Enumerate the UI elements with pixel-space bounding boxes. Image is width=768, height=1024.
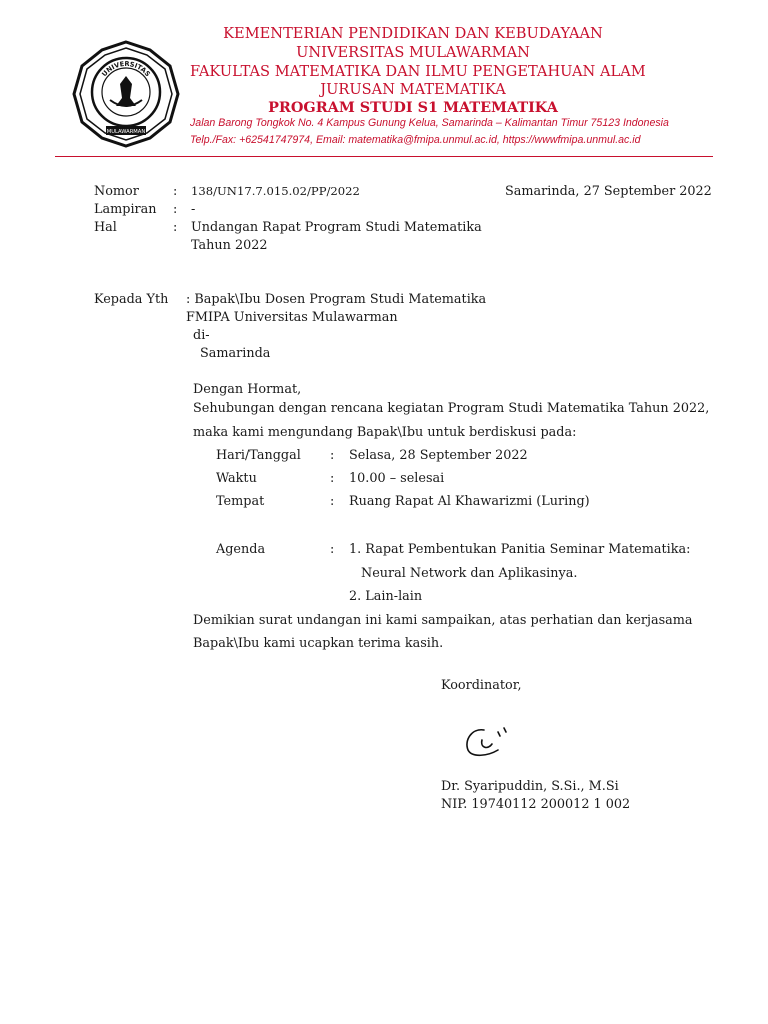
recipient-line1: : Bapak\Ibu Dosen Program Studi Matematika [186, 292, 487, 307]
nomor-colon: : [173, 184, 178, 199]
place-colon: : [330, 494, 335, 509]
day-colon: : [330, 448, 335, 463]
day-value: Selasa, 28 September 2022 [349, 448, 528, 463]
closing-line2: Bapak\Ibu kami ucapkan terima kasih. [193, 636, 444, 651]
header-university: UNIVERSITAS MULAWARMAN [296, 44, 530, 61]
logo-text-top: UNIVERSITAS [100, 59, 152, 79]
time-value: 10.00 – selesai [349, 471, 445, 486]
agenda-item-1-detail: Neural Network dan Aplikasinya. [361, 566, 578, 581]
recipient-label: Kepada Yth [94, 292, 169, 307]
nomor-value: 138/UN17.7.015.02/PP/2022 [191, 184, 360, 198]
agenda-label: Agenda [216, 542, 266, 557]
university-logo [70, 38, 182, 150]
hal-line1: Undangan Rapat Program Studi Matematika [191, 220, 482, 235]
hal-colon: : [173, 220, 178, 235]
agenda-item-2: 2. Lain-lain [349, 589, 423, 604]
header-program: PROGRAM STUDI S1 MATEMATIKA [268, 99, 558, 116]
agenda-colon: : [330, 542, 335, 557]
recipient-line2: FMIPA Universitas Mulawarman [186, 310, 398, 325]
time-label: Waktu [216, 471, 257, 486]
header-divider [55, 156, 713, 157]
signature-title: Koordinator, [441, 678, 522, 693]
header-department: JURUSAN MATEMATIKA [320, 81, 506, 98]
header-address: Jalan Barong Tongkok No. 4 Kampus Gunung Kelua, Samarinda – Kalimantan Timur 75123 Indonesia [190, 117, 669, 129]
intro-line1: Sehubungan dengan rencana kegiatan Program Studi Matematika Tahun 2022, [193, 401, 710, 416]
greeting: Dengan Hormat, [193, 382, 302, 397]
agenda-item-1: 1. Rapat Pembentukan Panitia Seminar Matematika: [349, 542, 691, 557]
header-contact: Telp./Fax: +62541747974, Email: matematika@fmipa.unmul.ac.id, https://wwwfmipa.unmul.ac.id [190, 134, 641, 146]
lampiran-label: Lampiran [94, 202, 157, 217]
time-colon: : [330, 471, 335, 486]
signatory-name: Dr. Syaripuddin, S.Si., M.Si [441, 779, 619, 794]
header-faculty: FAKULTAS MATEMATIKA DAN ILMU PENGETAHUAN ALAM [190, 63, 646, 80]
nomor-label: Nomor [94, 184, 139, 199]
recipient-line4: Samarinda [200, 346, 271, 361]
place-value: Ruang Rapat Al Khawarizmi (Luring) [349, 494, 590, 509]
lampiran-value: - [191, 202, 196, 217]
header-ministry: KEMENTERIAN PENDIDIKAN DAN KEBUDAYAAN [223, 25, 603, 42]
day-label: Hari/Tanggal [216, 448, 301, 463]
hal-line2: Tahun 2022 [191, 238, 268, 253]
intro-line2: maka kami mengundang Bapak\Ibu untuk berdiskusi pada: [193, 425, 577, 440]
signatory-nip: NIP. 19740112 200012 1 002 [441, 797, 631, 812]
place-date: Samarinda, 27 September 2022 [505, 184, 712, 199]
recipient-line3: di- [193, 328, 210, 343]
lampiran-colon: : [173, 202, 178, 217]
logo-text-bottom: MULAWARMAN [106, 129, 146, 135]
hal-label: Hal [94, 220, 117, 235]
closing-line1: Demikian surat undangan ini kami sampaikan, atas perhatian dan kerjasama [193, 613, 693, 628]
place-label: Tempat [216, 494, 265, 509]
handwritten-signature [458, 718, 528, 762]
